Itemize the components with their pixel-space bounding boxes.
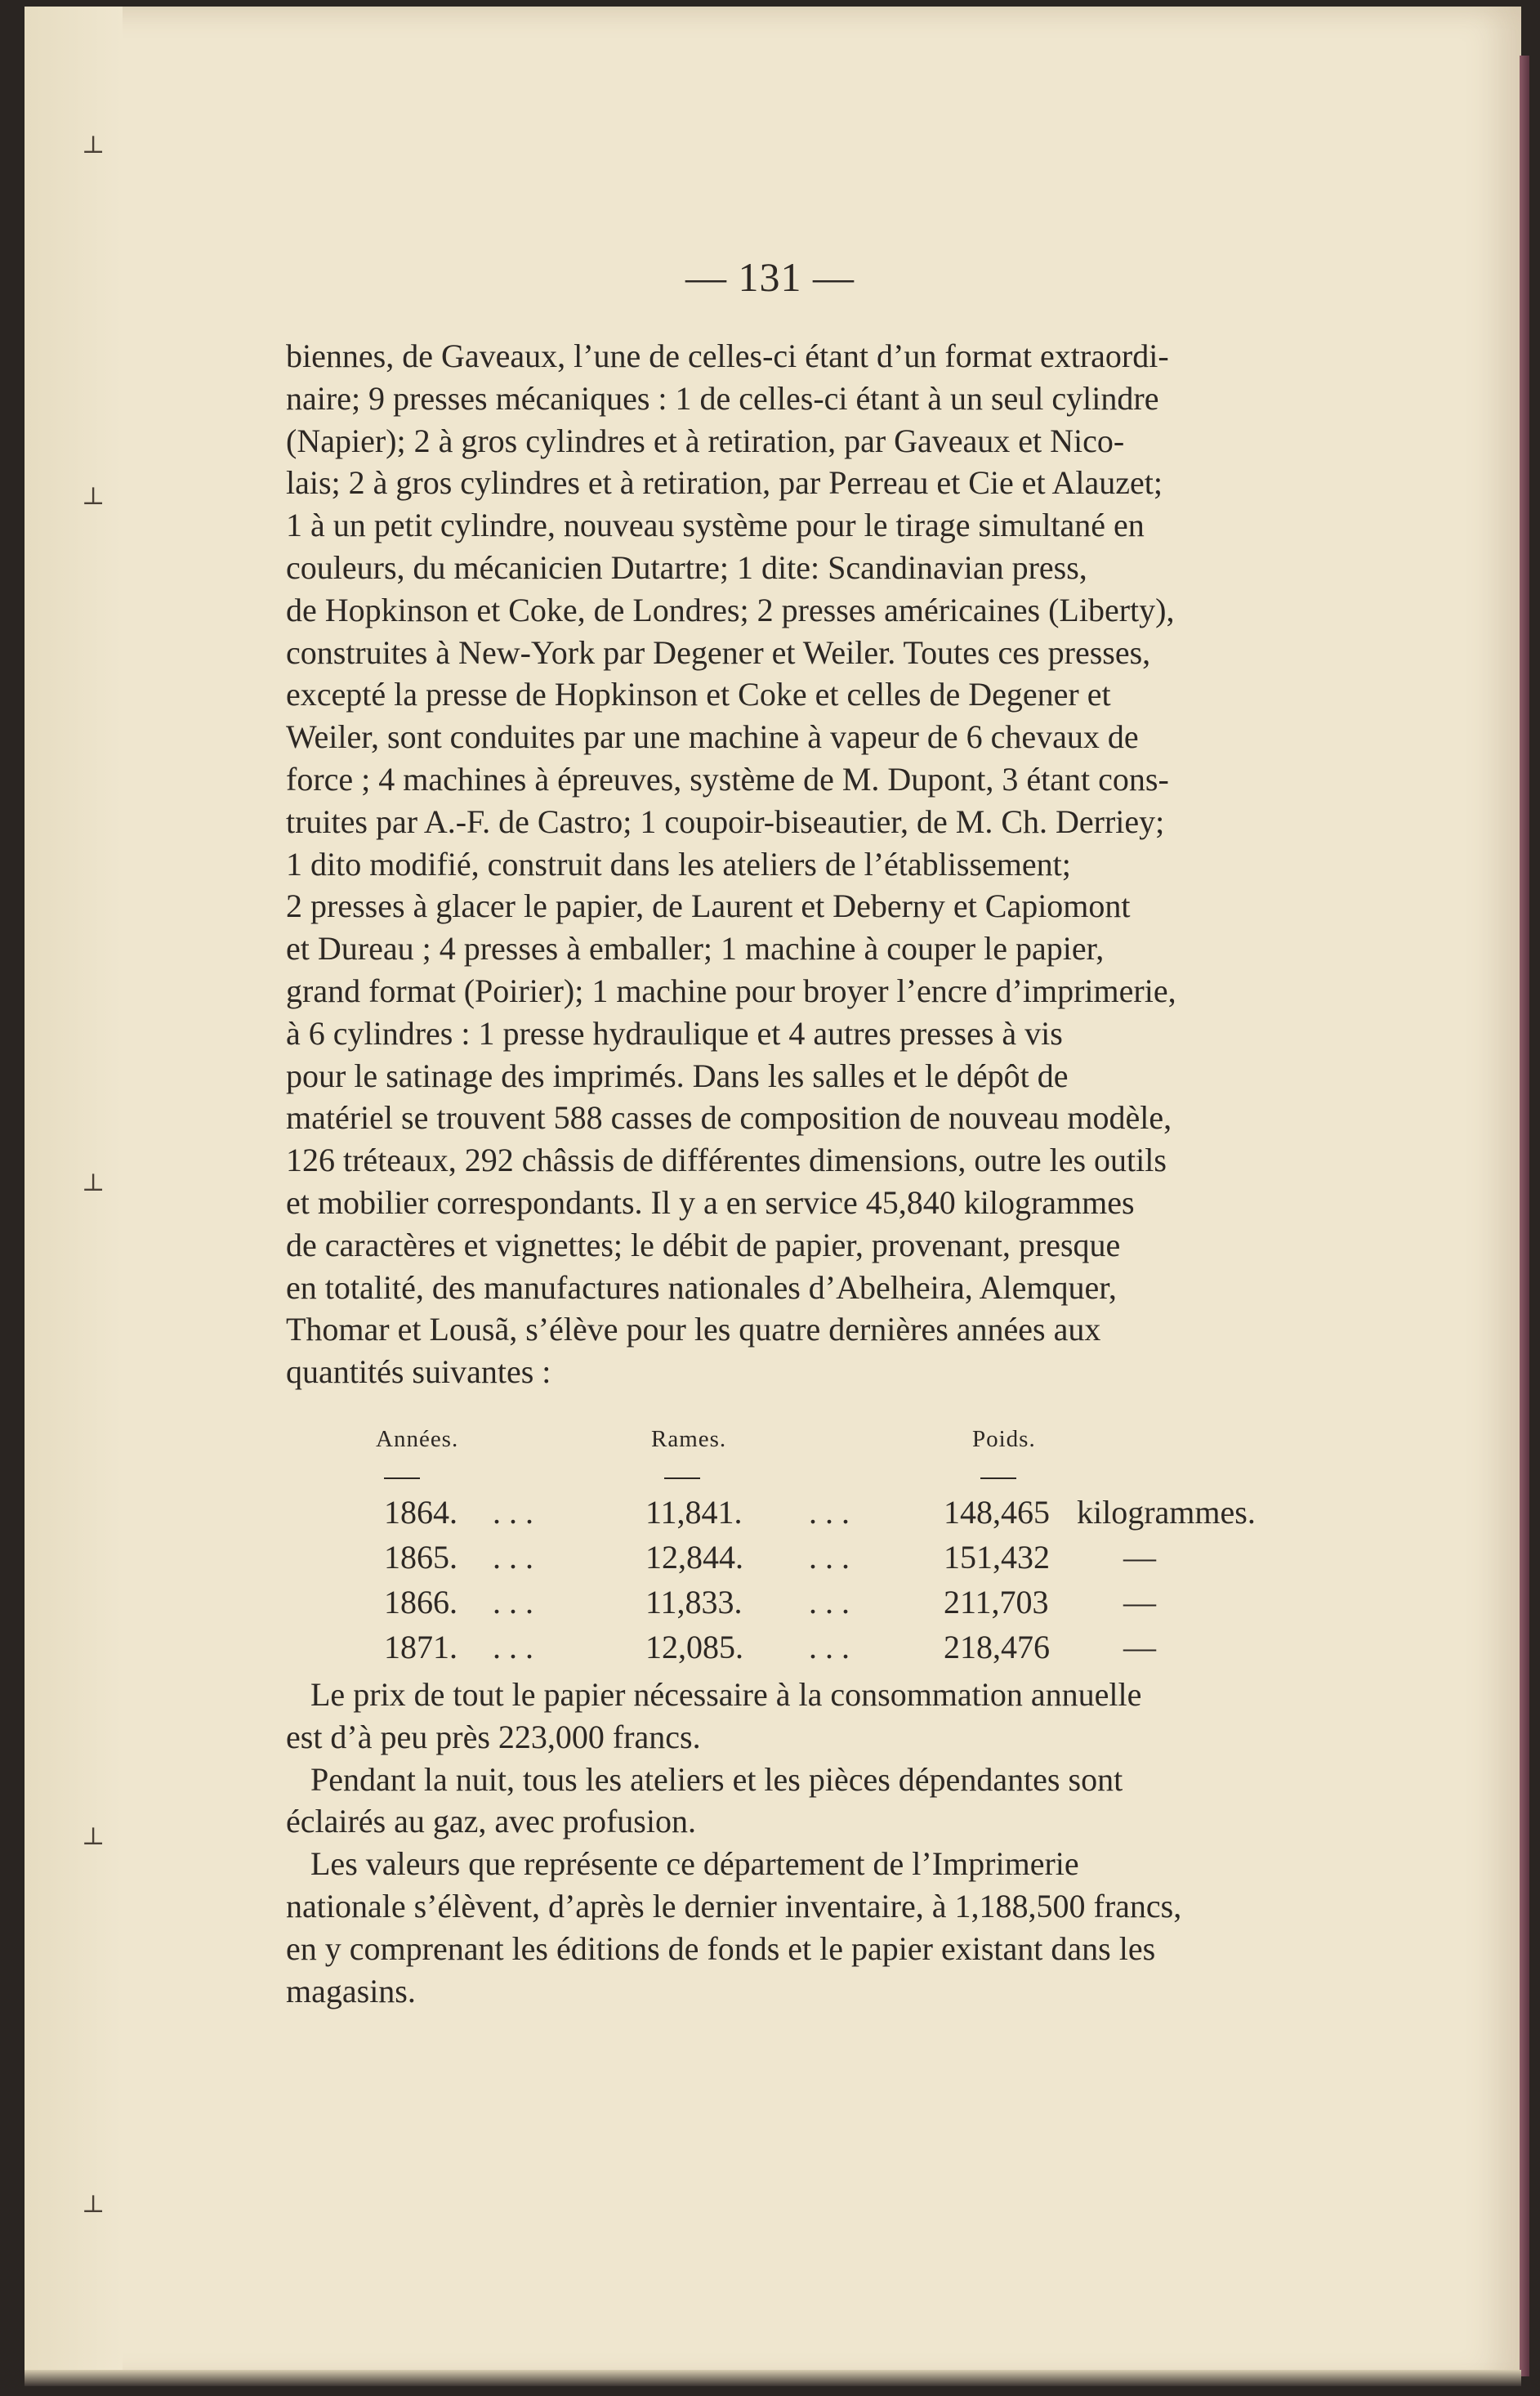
cell-leader: . . . [809,1539,850,1576]
text-line: construites à New-York par Degener et Weiler. Toutes ces presses, [286,633,1151,671]
cell-poids: 148,465 [944,1494,1050,1531]
text-line: et mobilier correspondants. Il y a en service 45,840 kilogrammes [286,1183,1135,1221]
text-line: de Hopkinson et Coke, de Londres; 2 presses américaines (Liberty), [286,591,1175,628]
cell-leader: . . . [809,1584,850,1620]
text-line: nationale s’élèvent, d’après le dernier inventaire, à 1,188,500 francs, [286,1887,1182,1924]
text-line: 2 presses à glacer le papier, de Laurent et Deberny et Capiomont [286,887,1131,925]
column-header-poids: Poids. [972,1426,1036,1452]
cell-rames: 11,841. [645,1494,743,1531]
page-number: — 131 — [685,254,855,300]
text-line: 126 tréteaux, 292 châssis de différentes dimensions, outre les outils [286,1142,1167,1179]
cell-unit: — [1123,1629,1156,1665]
binding-mark: ⊥ [82,2191,105,2218]
cell-leader: . . . [493,1539,533,1576]
text-line: Weiler, sont conduites par une machine à vapeur de 6 chevaux de [286,718,1139,756]
cell-poids: 211,703 [944,1584,1049,1620]
page-spine-shading [25,7,123,2385]
column-header-rames: Rames. [651,1426,727,1452]
header-rule [384,1477,420,1479]
binding-mark: ⊥ [82,1823,105,1850]
cell-unit: — [1123,1584,1156,1620]
text-line: Thomar et Lousã, s’élève pour les quatre dernières années aux [286,1311,1101,1348]
main-paragraph [286,335,1279,1393]
cell-leader: . . . [493,1494,533,1531]
text-line: et Dureau ; 4 presses à emballer; 1 machine à couper le papier, [286,930,1105,968]
book-cover-edge [1520,56,1529,2376]
cell-leader: . . . [809,1629,850,1665]
text-line: Le prix de tout le papier nécessaire à la consommation annuelle [310,1676,1142,1713]
cell-leader: . . . [493,1584,533,1620]
text-line: en totalité, des manufactures nationales d’Abelheira, Alemquer, [286,1268,1117,1306]
cell-poids: 151,432 [944,1539,1050,1576]
cell-unit: kilogrammes. [1077,1494,1256,1531]
cell-poids: 218,476 [944,1629,1050,1665]
cell-unit: — [1123,1539,1156,1576]
text-line: éclairés au gaz, avec profusion. [286,1803,696,1840]
text-line: pour le satinage des imprimés. Dans les salles et le dépôt de [286,1057,1069,1094]
cell-year: 1871. [384,1629,458,1665]
column-header-years: Années. [376,1426,459,1452]
closing-paragraphs [286,1674,1279,2012]
header-rule [980,1477,1016,1479]
text-line: à 6 cylindres : 1 presse hydraulique et 4 autres presses à vis [286,1014,1063,1052]
header-rule [664,1477,700,1479]
text-line: couleurs, du mécanicien Dutartre; 1 dite: Scandinavian press, [286,548,1087,586]
text-line: biennes, de Gaveaux, l’une de celles-ci étant d’un format extraordi- [286,337,1169,374]
text-line: lais; 2 à gros cylindres et à retiration, par Perreau et Cie et Alauzet; [286,464,1163,502]
text-line: Les valeurs que représente ce département de l’Imprimerie [310,1845,1079,1883]
cell-rames: 11,833. [645,1584,743,1620]
binding-mark: ⊥ [82,132,105,159]
text-line: en y comprenant les éditions de fonds et le papier existant dans les [286,1929,1156,1967]
text-line: excepté la presse de Hopkinson et Coke et celles de Degener et [286,676,1111,713]
binding-mark: ⊥ [82,1169,105,1196]
text-line: naire; 9 presses mécaniques : 1 de celles-ci étant à un seul cylindre [286,379,1159,417]
text-line: grand format (Poirier); 1 machine pour broyer l’encre d’imprimerie, [286,972,1176,1009]
text-line: magasins. [286,1972,416,2009]
cell-rames: 12,085. [645,1629,743,1665]
cell-rames: 12,844. [645,1539,743,1576]
text-line: de caractères et vignettes; le débit de papier, provenant, presque [286,1226,1121,1263]
text-line: (Napier); 2 à gros cylindres et à retiration, par Gaveaux et Nico- [286,422,1125,459]
cell-year: 1866. [384,1584,458,1620]
text-line: force ; 4 machines à épreuves, système de M. Dupont, 3 étant cons- [286,760,1169,798]
cell-leader: . . . [809,1494,850,1531]
text-line: matériel se trouvent 588 casses de composition de nouveau modèle, [286,1099,1172,1137]
cell-leader: . . . [493,1629,533,1665]
text-line: 1 à un petit cylindre, nouveau système pour le tirage simultané en [286,507,1145,544]
binding-mark: ⊥ [82,483,105,510]
text-line: truites par A.-F. de Castro; 1 coupoir-biseautier, de M. Ch. Derriey; [286,802,1165,840]
text-line: Pendant la nuit, tous les ateliers et les pièces dépendantes sont [310,1760,1123,1798]
text-line: est d’à peu près 223,000 francs. [286,1718,701,1755]
text-line: 1 dito modifié, construit dans les ateliers de l’établissement; [286,845,1071,883]
text-line: quantités suivantes : [286,1353,551,1391]
cell-year: 1864. [384,1494,458,1531]
cell-year: 1865. [384,1539,458,1576]
page-bottom-edge [25,2370,1521,2386]
